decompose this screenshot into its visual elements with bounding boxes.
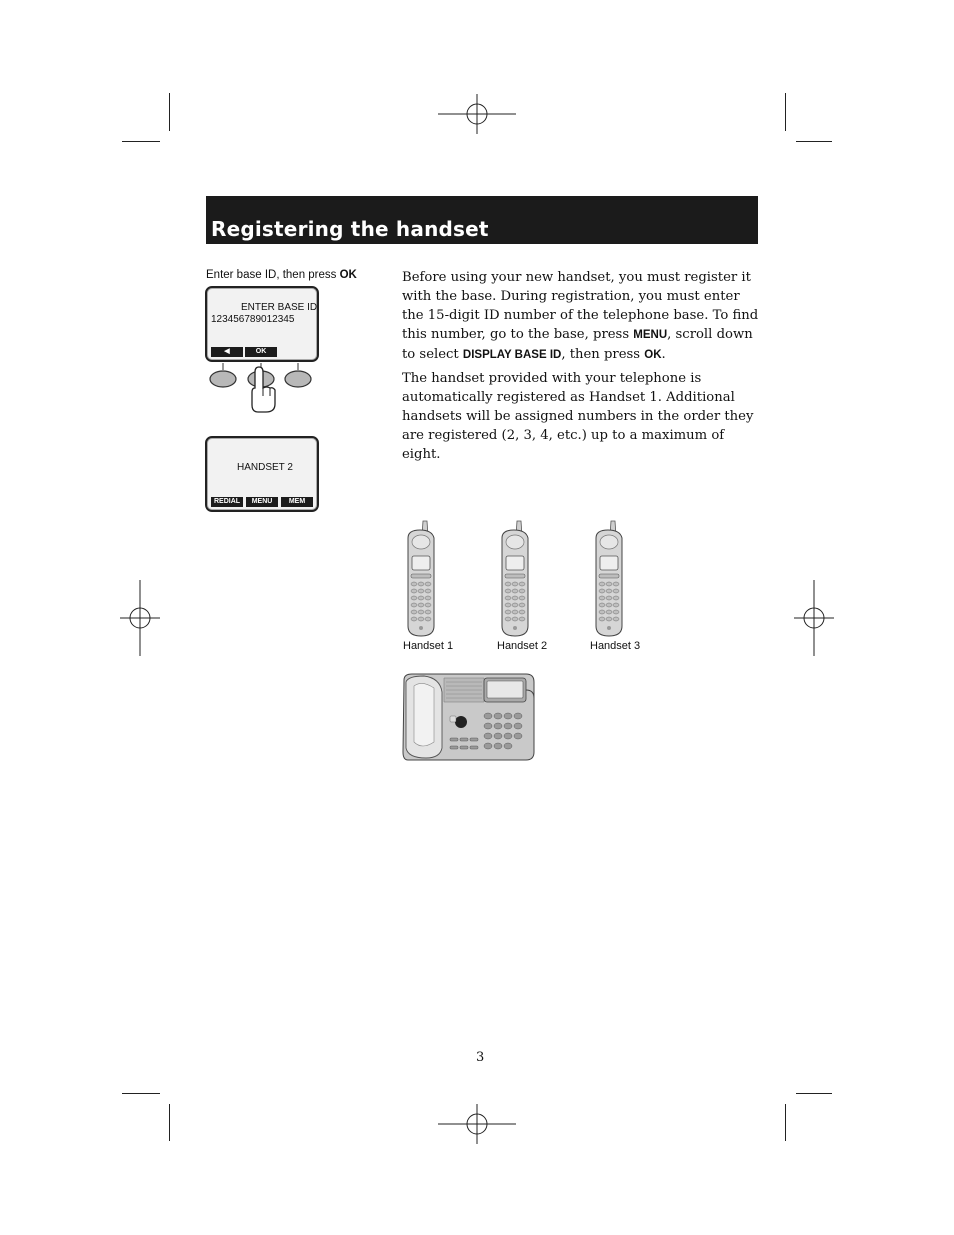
para1-text: , then press xyxy=(561,347,645,362)
softkey-menu: MENU xyxy=(246,497,278,507)
crop-mark xyxy=(122,1093,160,1094)
base-station-illustration xyxy=(400,672,538,764)
registration-info-paragraph: The handset provided with your telephone is automatically registered as Handset 1. Additional handsets will be assigned numbers in the order they are registered (2, 3, 4, etc.) up to a maximum of eight. xyxy=(402,371,754,462)
lcd-screen-enter-base-id xyxy=(205,286,319,362)
page-title: Registering the handset xyxy=(211,217,489,241)
crop-mark xyxy=(796,141,832,142)
left-softkey-button xyxy=(210,371,236,387)
softkey-back: ◀ xyxy=(211,347,243,357)
crop-mark xyxy=(785,93,786,131)
softkey-ok: OK xyxy=(245,347,277,357)
crop-mark xyxy=(796,1093,832,1094)
lcd-line-prompt: ENTER BASE ID xyxy=(241,302,318,313)
caption-key: OK xyxy=(339,269,357,281)
crop-mark xyxy=(169,93,170,131)
registration-mark-icon xyxy=(120,580,160,656)
caption-text: Enter base ID, then press xyxy=(206,269,340,281)
key-menu: MENU xyxy=(633,329,668,341)
para1-text: Before using your new handset, you must register it with the base. During registration, you must enter the 15-digit ID number of the telephone base. To find this number, go to the base, press xyxy=(402,270,759,342)
instruction-paragraph xyxy=(402,268,760,365)
right-softkey-button xyxy=(285,371,311,387)
page-number: 3 xyxy=(476,1050,485,1065)
key-display-base-id: DISPLAY BASE ID xyxy=(462,349,562,361)
key-ok: OK xyxy=(644,349,662,361)
lcd-screen-handset-2 xyxy=(205,436,319,512)
crop-mark xyxy=(122,141,160,142)
registration-mark-icon xyxy=(438,1104,516,1144)
softkey-buttons xyxy=(205,360,317,414)
handset-label-2: Handset 2 xyxy=(497,640,548,652)
handset-label-1: Handset 1 xyxy=(403,640,454,652)
lcd-line-handset: HANDSET 2 xyxy=(237,462,293,473)
para1-text: . xyxy=(661,347,666,362)
softkey-redial: REDIAL xyxy=(211,497,243,507)
lcd-line-base-id: 123456789012345 xyxy=(211,314,295,325)
crop-mark xyxy=(785,1104,786,1141)
registration-mark-icon xyxy=(794,580,834,656)
registration-mark-icon xyxy=(438,94,516,134)
para1-text: , scroll down to select xyxy=(402,327,753,362)
screen-caption xyxy=(206,269,357,281)
softkey-mem: MEM xyxy=(281,497,313,507)
section-header xyxy=(206,196,758,244)
handset-label-3: Handset 3 xyxy=(590,640,641,652)
handsets-illustration xyxy=(396,518,646,642)
crop-mark xyxy=(169,1104,170,1141)
